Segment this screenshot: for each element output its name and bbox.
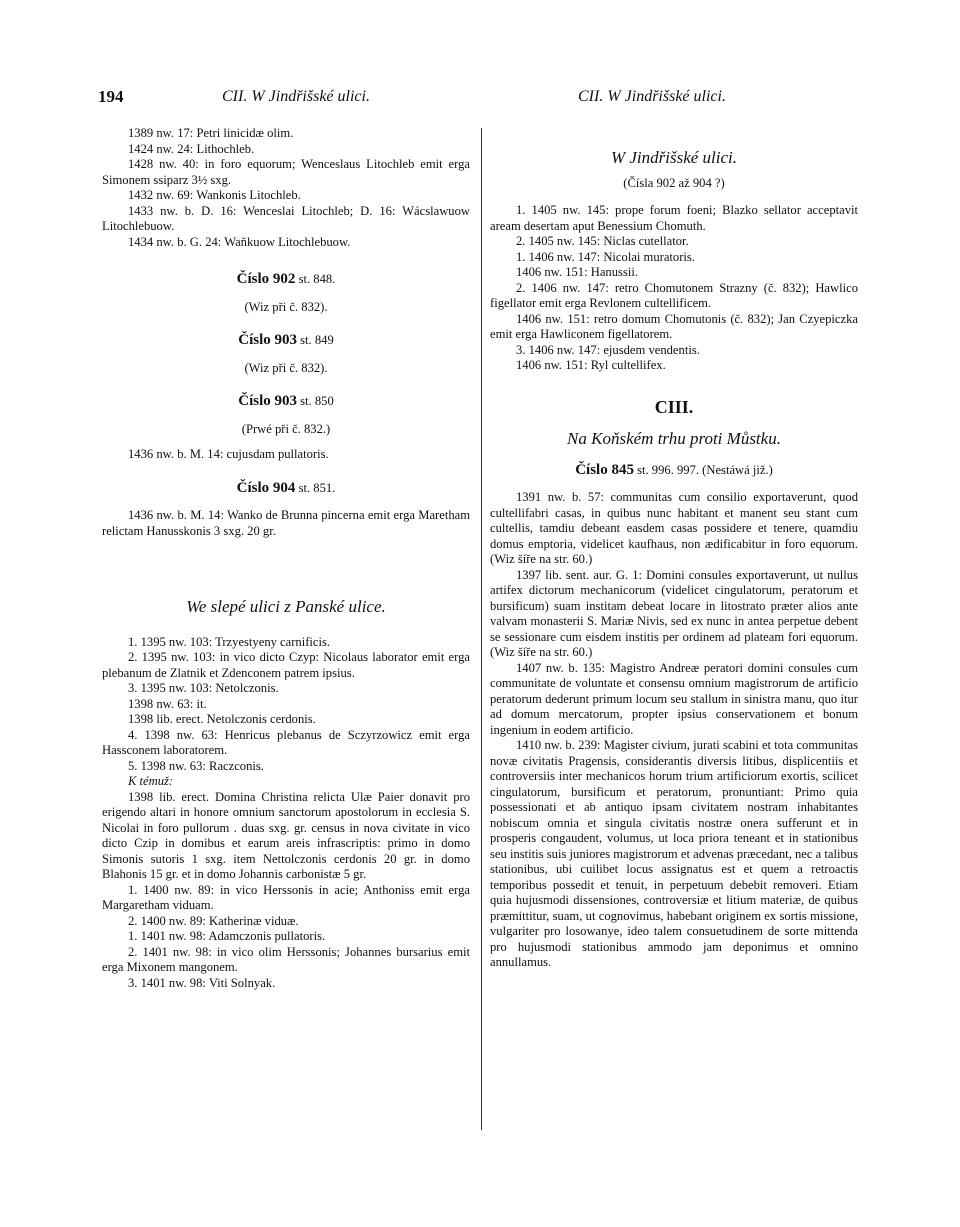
cislo-st: st. 850 (300, 394, 334, 408)
entry: 1406 nw. 151: Hanussii. (516, 265, 638, 279)
cislo-number: Číslo 902 (236, 271, 296, 287)
reference-note: (Wiz při č. 832). (244, 299, 328, 314)
section-heading: We slepé ulici z Panské ulice. (186, 597, 386, 616)
cislo-number: Číslo 845 (575, 461, 634, 478)
reference-note: (Wiz při č. 832). (244, 360, 328, 375)
left-column (102, 126, 470, 991)
cislo-heading (490, 463, 858, 479)
cislo-heading (102, 333, 470, 349)
cislo-st: st. 851. (298, 480, 336, 495)
entry: 1424 nw. 24: Lithochleb. (128, 141, 255, 156)
entry: 1398 lib. erect. Netolczonis cerdonis. (128, 712, 316, 726)
entry: 4. 1398 nw. 63: Henricus plebanus de Sczyrzowicz emit erga Hassconem laboratorem. (102, 727, 470, 757)
entry: 1433 nw. b. D. 16: Wenceslai Litochleb; D. 16: Wácslawuow Litochlebuow. (102, 203, 470, 233)
entry: 1. 1405 nw. 145: prope forum foeni; Blazko sellator acceptavit aream desertam aput Benessium Chomuth. (490, 203, 858, 233)
chapter-title: Na Koňském trhu proti Můstku. (567, 429, 781, 448)
cislo-number: Číslo 903 (238, 393, 297, 409)
entry: 1391 nw. b. 57: communitas cum consilio exportaverunt, quod cultellifabri casas, in quibus nunc habitant et manent seu stant cum cultellis, tamdiu debeant easdem casas possidere et tenere, quamdiu domus emptoria, videlicet kaufhaus, non ædificabitur in foro equorum. (Wiz šíře na str. 60.) (490, 490, 858, 566)
chapter-number: CIII. (654, 396, 694, 417)
subheading: K témuž: (128, 774, 174, 788)
entry: 3. 1395 nw. 103: Netolczonis. (128, 681, 279, 695)
entry: 5. 1398 nw. 63: Raczconis. (128, 758, 264, 773)
cislo-heading (102, 481, 470, 497)
reference-note: (Prwé při č. 832.) (241, 421, 331, 436)
cislo-st: st. 996. 997. (Nestáwá již.) (637, 462, 773, 477)
entry: 1406 nw. 151: Ryl cultellifex. (516, 358, 666, 372)
running-head-left: CII. W Jindřišské ulici. (222, 88, 370, 105)
entry: 1428 nw. 40: in foro equorum; Wenceslaus Litochleb emit erga Simonem ssiparz 3½ sxg. (102, 157, 470, 187)
section-heading: W Jindřišské ulici. (610, 148, 738, 167)
entry: 1397 lib. sent. aur. G. 1: Domini consules exportaverunt, ut nullus artifex dictorum mechanicorum (videlicet cingulatorum, peratorum et bursificum) suam institam debeat locare in litostrato præter alios ante valvam monasterii S. Mariæ Nivis, sed ex nunc in antea perpetue debent se sessionare cum eisdem institis per ordinem ad plateam fori equorum. (Wiz šíře na str. 60.) (490, 567, 858, 659)
cislo-heading (102, 272, 470, 288)
entry: 3. 1406 nw. 147: ejusdem vendentis. (516, 342, 700, 357)
entry: 1. 1400 nw. 89: in vico Herssonis in acie; Anthoniss emit erga Margaretham viduam. (102, 882, 470, 912)
cislo-st: st. 848. (298, 272, 336, 286)
entry: 1436 nw. b. M. 14: cujusdam pullatoris. (128, 447, 329, 461)
entry: 1436 nw. b. M. 14: Wanko de Brunna pincerna emit erga Maretham relictam Hanusskonis 3 sxg. 20 gr. (102, 508, 470, 538)
entry: 1. 1395 nw. 103: Trzyestyeny carnificis. (128, 634, 331, 649)
entry: 1406 nw. 151: retro domum Chomutonis (č. 832); Jan Czyepiczka emit erga Hawliconem figellatorem. (490, 311, 858, 341)
column-divider (481, 128, 482, 1130)
entry: 1398 lib. erect. Domina Christina relicta Ulæ Paier donavit pro erigendo altari in honore omnium sanctorum apostolorum in ecclesia S. Nicolai in foro pullorum . duas sxg. gr. census in nova civitate in vico dicto Czip in domibus et earum areis infrascriptis: primo in domo Simonis sutoris 1 sxg. item Nettolczonis cerdonis 20 gr. in domo Blahonis 15 gr. et in domo Johannis carbonistæ 5 gr. (102, 789, 470, 881)
entry: 3. 1401 nw. 98: Viti Solnyak. (128, 975, 276, 990)
entry: 1. 1406 nw. 147: Nicolai muratoris. (516, 249, 695, 264)
entry: 1434 nw. b. G. 24: Waňkuow Litochlebuow. (128, 234, 351, 249)
cislo-number: Číslo 903 (238, 332, 297, 348)
entry: 1398 nw. 63: it. (128, 696, 207, 711)
page-number: 194 (98, 87, 124, 106)
right-column (490, 150, 858, 971)
entry: 1410 nw. b. 239: Magister civium, jurati scabini et tota communitas novæ civitatis Pragensis, considerantis diversis litibus, displicentiis et controversiis inter mechanicos horum trium artificiorum exortis, scilicet cingulatorum, bursificum et peratorum, pronuntiant: Primo quia possessionati et ab antiquo ipsam civitatem nostram inhabitantes nobiscum omnia et singula civitatis nostræ onera sufferunt et in prosperis congaudent, volumus, ut loca priora teneant et in stationibus seu institis suis juniores magistrorum et advenas præcedant, nec a talibus stationibus, ubi cuilibet locus assignatus est et quem a retroactis temporibus possedit et tenuit, in perpetuum debebit removeri. Etiam quia hujusmodi dissensiones, controversiæ et litium materiæ, de quibus præmittitur, suam, ut cognovimus, habebant originem ex sortis missione, vulgariter pro losowanye, ideo talem consuetudinem de sorte mittenda pro hujusmodi stationibus ammodo jam deponimus et omnino annullamus. (490, 738, 858, 969)
entry: 1432 nw. 69: Wankonis Litochleb. (128, 188, 301, 202)
cislo-heading (102, 394, 470, 410)
cislo-number: Číslo 904 (236, 479, 296, 496)
entry: 1. 1401 nw. 98: Adamczonis pullatoris. (128, 929, 326, 943)
running-head-right: CII. W Jindřišské ulici. (578, 88, 726, 105)
entry: 1389 nw. 17: Petri linicidæ olim. (128, 126, 294, 140)
entry: 2. 1401 nw. 98: in vico olim Herssonis; Johannes bursarius emit erga Mixonem mangonem. (102, 944, 470, 974)
cislo-st: st. 849 (300, 333, 334, 347)
entry: 2. 1400 nw. 89: Katherinæ viduæ. (128, 913, 299, 928)
entry: 2. 1406 nw. 147: retro Chomutonem Strazny (č. 832); Hawlico figellator emit erga Revlonem cultellificem. (490, 280, 858, 310)
reference-note: (Čísla 902 až 904 ?) (623, 175, 725, 190)
entry: 2. 1405 nw. 145: Niclas cutellator. (516, 234, 689, 248)
entry: 1407 nw. b. 135: Magistro Andreæ peratori domini consules cum communitate de voluntate et consensu omnium magistrorum de artificio peratorum dederunt primum locum seu stallum in sinistra manu, quo itur ad domum mercatorum, propter ipsius conservationem et bonum ingenium in eodem artificio. (490, 660, 858, 737)
entry: 2. 1395 nw. 103: in vico dicto Czyp: Nicolaus laborator emit erga plebanum de Zlatnik et Zdenconem patrem ipsius. (102, 650, 470, 680)
